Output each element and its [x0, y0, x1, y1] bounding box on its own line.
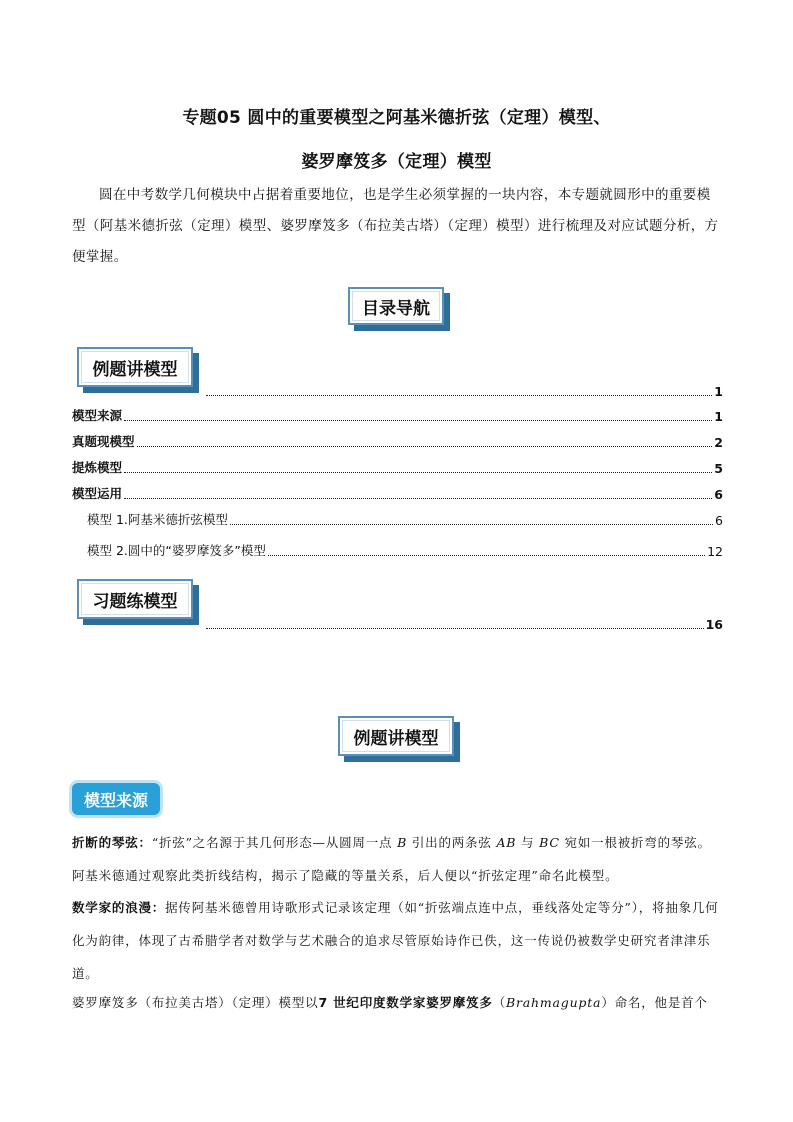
- para-text: 据传阿基米德曾用诗歌形式记录该定理（如“折弦端点连中点，垂线落处定等分”），将抽象几何化为韵律，体现了古希腊学者对数学与艺术融合的追求尽管原始诗作已佚，这一传说仍被数学史研究者津津乐道。: [72, 900, 719, 981]
- paragraph-brahmagupta: [72, 986, 724, 1019]
- toc-leader: [230, 524, 713, 525]
- toc-label: 提炼模型: [72, 460, 123, 475]
- para-text: 引出的两条弦: [407, 835, 497, 850]
- toc-row[interactable]: [72, 460, 723, 476]
- toc-leader: [124, 498, 712, 499]
- toc-page: 6: [715, 513, 723, 528]
- para-text: 婆罗摩笈多（布拉美古塔）（定理）模型以: [72, 995, 319, 1010]
- math-var: B: [397, 835, 408, 850]
- toc-page: 2: [714, 435, 723, 450]
- math-var: Brahmagupta: [506, 995, 602, 1010]
- para-text: （: [492, 995, 507, 1010]
- math-var: AB: [496, 835, 517, 850]
- paragraph-broken-string: [72, 826, 724, 892]
- toc-page: 6: [714, 487, 723, 502]
- toc-label: 模型来源: [72, 408, 123, 423]
- toc-page: 1: [714, 409, 723, 424]
- para-lead: 数学家的浪漫：: [72, 900, 166, 915]
- toc-leader: [124, 472, 712, 473]
- page-title-line1: 专题05 圆中的重要模型之阿基米德折弦（定理）模型、: [182, 108, 611, 128]
- toc-label: 模型 1.阿基米德折弦模型: [87, 512, 228, 527]
- math-var: BC: [539, 835, 560, 850]
- toc-row[interactable]: [87, 512, 723, 528]
- toc-row[interactable]: [72, 408, 723, 424]
- section-heading: 例题讲模型: [338, 716, 454, 756]
- toc-page: 16: [705, 617, 723, 632]
- toc-leader: [268, 555, 705, 556]
- para-lead: 折断的琴弦：: [72, 835, 152, 850]
- toc-section1-box: 例题讲模型: [77, 347, 193, 387]
- toc-leader: [206, 395, 712, 396]
- toc-page: 12: [707, 544, 723, 559]
- toc-leader: [137, 446, 713, 447]
- intro-paragraph: 圆在中考数学几何模块中占据着重要地位，也是学生必须掌握的一块内容，本专题就圆形中的重要模型（阿基米德折弦（定理）模型、婆罗摩笈多（布拉美古塔）（定理）模型）进行梳理及对应试题分析，方便掌握。: [72, 187, 719, 265]
- toc-section2-box: 习题练模型: [77, 579, 193, 619]
- toc-leader: [124, 420, 712, 421]
- toc-heading: 目录导航: [348, 287, 444, 325]
- toc-label: 模型 2.圆中的“婆罗摩笈多”模型: [87, 543, 266, 558]
- toc-row-section1[interactable]: [204, 383, 723, 399]
- para-bold: 7 世纪印度数学家婆罗摩笈多: [318, 995, 493, 1010]
- para-text: 与: [516, 835, 540, 850]
- paragraph-romance: [72, 891, 724, 990]
- page-title-line2: 婆罗摩笈多（定理）模型: [301, 152, 492, 172]
- toc-leader: [206, 628, 704, 629]
- toc-row-section2[interactable]: [204, 616, 723, 632]
- toc-page: 1: [714, 384, 723, 399]
- toc-row[interactable]: [72, 434, 723, 450]
- para-text: ）命名，他是首个: [601, 995, 708, 1010]
- toc-label: 模型运用: [72, 486, 123, 501]
- model-source-tag: 模型来源: [72, 783, 160, 815]
- toc-page: 5: [714, 461, 723, 476]
- toc-row[interactable]: [72, 486, 723, 502]
- para-text: 宛如一根被折弯的琴弦。阿基米德通过观察此类折线结构，揭示了隐藏的等量关系，后人便以“折弦定理”命名此模型。: [72, 835, 711, 883]
- toc-label: 真题现模型: [72, 434, 135, 449]
- para-text: “折弦”之名源于其几何形态—从圆周一点: [151, 835, 398, 850]
- toc-row[interactable]: [87, 543, 723, 559]
